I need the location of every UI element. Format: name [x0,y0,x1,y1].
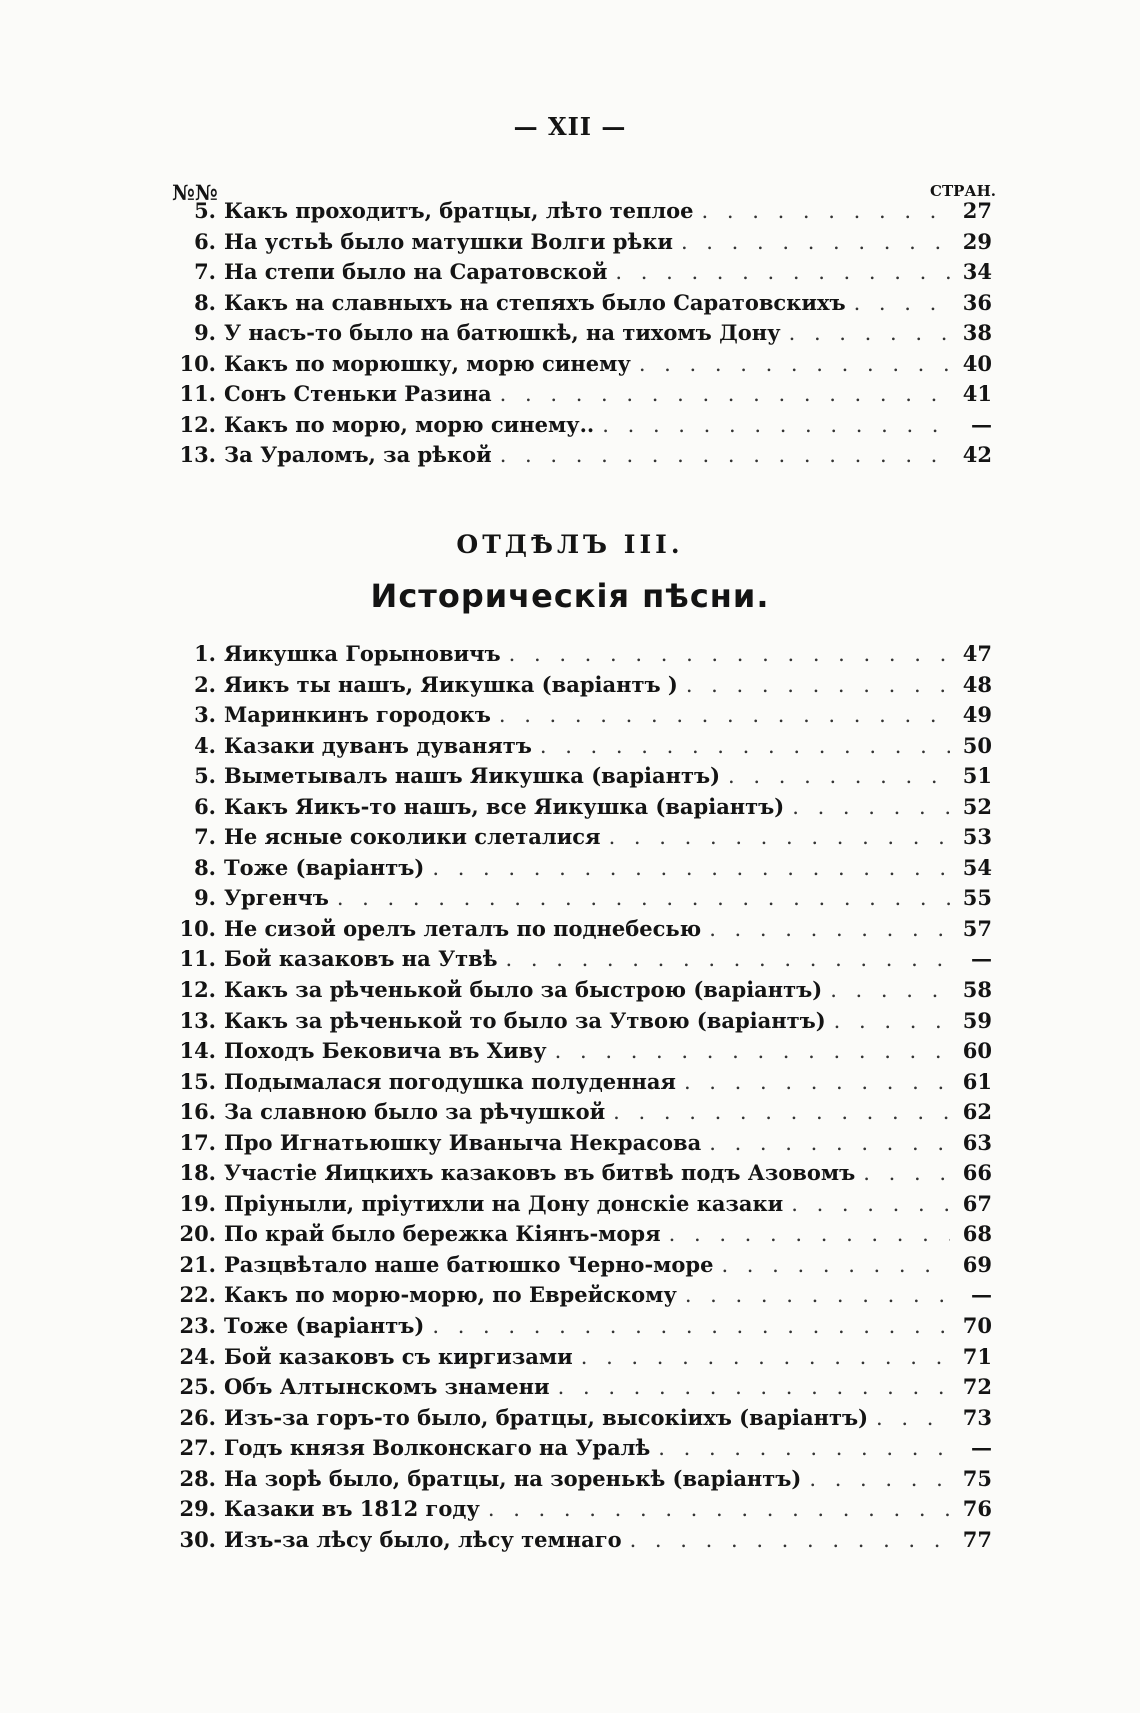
toc-entry-page: 72 [962,1374,992,1400]
dot-leader [432,856,950,880]
dot-leader [709,1131,950,1155]
toc-entry [172,1466,992,1497]
dot-leader [709,917,950,941]
toc-entry-title: Сонъ Стеньки Разина [224,381,492,407]
toc-entry-number: 6. [194,793,216,819]
dot-leader [609,825,950,849]
toc-entry-number: 3. [194,702,216,728]
toc-entry-number: 17. [179,1129,216,1155]
toc-entry-title: Яикъ ты нашъ, Яикушка (варіантъ ) [224,671,678,697]
toc-entry-page: 48 [962,671,992,697]
toc-entry-title: Бой казаковъ съ киргизами [224,1343,573,1369]
toc-entry-number: 12. [179,977,216,1003]
toc-entry-page: 29 [962,228,992,254]
toc-entry-number: 24. [179,1343,216,1369]
dot-leader [681,230,950,254]
toc-entry-page: — [971,946,992,972]
toc-entry-number: 11. [179,946,216,972]
dot-leader [721,1253,950,1277]
toc-entry-number: 29. [179,1496,216,1522]
toc-entry-number: 1. [194,641,216,666]
toc-entry [172,198,992,229]
dot-leader [540,734,950,758]
toc-entry [172,1435,992,1466]
dot-leader [684,1070,950,1094]
toc-entry-number: 5. [194,763,216,789]
toc-entry-page: 42 [962,442,992,468]
toc-entry [172,824,992,855]
toc-list-continued [172,198,992,473]
dot-leader [792,795,950,819]
toc-entry-page: 73 [962,1404,992,1430]
toc-entry [172,1099,992,1130]
dot-leader [432,1314,950,1338]
toc-entry-number: 18. [179,1160,216,1186]
toc-entry-title: Изъ-за горъ-то было, братцы, высокіихъ (варіантъ) [224,1404,869,1430]
dot-leader [581,1345,950,1369]
toc-entry [172,733,992,764]
toc-entry-number: 7. [194,259,216,285]
toc-entry-title: Походъ Бековича въ Хиву [224,1038,547,1064]
toc-entry [172,381,992,412]
toc-entry-page: 71 [962,1343,992,1369]
toc-entry-title: Какъ по морю, морю синему.. [224,411,595,437]
toc-entry-title: Яикушка Горыновичъ [224,641,501,666]
dot-leader [630,1528,950,1552]
toc-entry-title: Подымалася погодушка полуденная [224,1068,676,1094]
toc-entry [172,977,992,1008]
toc-entry-page: 51 [962,763,992,789]
dot-leader [789,321,950,345]
toc-entry-number: 6. [194,228,216,254]
dot-leader [669,1222,950,1246]
toc-entry-page: 60 [962,1038,992,1064]
number-column-label: №№ [172,180,218,205]
dot-leader [834,1009,950,1033]
toc-entry [172,1344,992,1375]
toc-entry-title: У насъ-то было на батюшкѣ, на тихомъ Дону [224,320,781,346]
toc-entry [172,641,992,672]
toc-entry-number: 14. [179,1038,216,1064]
column-headers [172,176,996,205]
dot-leader [488,1497,950,1521]
toc-entry-page: 41 [962,381,992,407]
page-number: — XII — [513,112,627,141]
toc-entry-title: Разцвѣтало наше батюшко Черно-море [224,1251,714,1277]
toc-entry-number: 10. [179,350,216,376]
toc-entry-page: 63 [962,1129,992,1155]
dot-leader [686,673,950,697]
dot-leader [499,703,950,727]
toc-entry-page: 77 [962,1526,992,1552]
toc-entry [172,320,992,351]
dot-leader [337,886,950,910]
toc-entry-title: Маринкинъ городокъ [224,702,491,728]
toc-entry-page: 69 [962,1251,992,1277]
toc-entry-number: 7. [194,824,216,850]
toc-entry-title: На устьѣ было матушки Волги рѣки [224,228,673,254]
toc-entry [172,290,992,321]
toc-entry-page: 62 [962,1099,992,1125]
toc-entry-page: 47 [962,641,992,666]
toc-entry-title: Годъ князя Волконскаго на Уралѣ [224,1435,651,1461]
dot-leader [791,1192,950,1216]
toc-entry-number: 19. [179,1190,216,1216]
toc-entry-page: 58 [962,977,992,1003]
toc-entry-page: 27 [962,198,992,223]
dot-leader [685,1283,950,1307]
dot-leader [728,764,950,788]
toc-entry-page: 68 [962,1221,992,1247]
toc-entry [172,412,992,443]
dot-leader [506,947,950,971]
toc-entry-page: 75 [962,1465,992,1491]
toc-entry-number: 9. [194,885,216,911]
toc-entry-title: Какъ по морю-морю, по Еврейскому [224,1282,677,1308]
toc-entry-title: Казаки дуванъ дуванятъ [224,732,532,758]
toc-entry-number: 9. [194,320,216,346]
toc-entry-title: Какъ по морюшку, морю синему [224,350,631,376]
toc-entry [172,1496,992,1527]
toc-entry [172,1160,992,1191]
toc-entry-page: 54 [962,854,992,880]
toc-entry [172,1221,992,1252]
toc-entry [172,916,992,947]
toc-entry [172,1313,992,1344]
dot-leader [615,260,950,284]
toc-entry-title: Какъ за рѣченькой было за быстрою (варіантъ) [224,977,823,1003]
toc-entry-number: 5. [194,198,216,223]
toc-entry-title: Участіе Яицкихъ казаковъ въ битвѣ подъ Азовомъ [224,1160,856,1186]
toc-entry-title: Про Игнатьюшку Иваныча Некрасова [224,1129,702,1155]
toc-entry-title: Выметывалъ нашъ Яикушка (варіантъ) [224,763,721,789]
toc-entry-page: 53 [962,824,992,850]
toc-entry-number: 13. [179,1007,216,1033]
dot-leader [558,1375,950,1399]
toc-entry-page: 57 [962,915,992,941]
toc-entry-title: Тоже (варіантъ) [224,854,425,880]
toc-entry-number: 20. [179,1221,216,1247]
toc-entry-page: 55 [962,885,992,911]
toc-entry-number: 11. [179,381,216,407]
toc-entry-number: 8. [194,289,216,315]
toc-entry [172,885,992,916]
toc-entry-title: Какъ Яикъ-то нашъ, все Яикушка (варіантъ) [224,793,785,819]
toc-entry-page: 66 [962,1160,992,1186]
dot-leader [500,382,950,406]
section-label: ОТДѢЛЪ III. [456,530,684,559]
toc-entry-title: Объ Алтынскомъ знамени [224,1374,550,1400]
toc-entry [172,672,992,703]
toc-entry [172,1069,992,1100]
toc-entry-page: — [971,411,992,437]
dot-leader [613,1100,950,1124]
toc-entry-title: Какъ за рѣченькой то было за Утвою (варіантъ) [224,1007,826,1033]
toc-entry-number: 23. [179,1313,216,1339]
toc-entry-page: — [971,1435,992,1461]
toc-entry-title: Какъ проходитъ, братцы, лѣто теплое [224,198,694,223]
toc-entry-page: 34 [962,259,992,285]
toc-entry-title: Бой казаковъ на Утвѣ [224,946,498,972]
toc-entry [172,442,992,473]
toc-entry-page: 50 [962,732,992,758]
toc-entry-page: — [971,1282,992,1308]
toc-entry-title: Какъ на славныхъ на степяхъ было Саратовскихъ [224,289,846,315]
dot-leader [809,1467,950,1491]
toc-entry-number: 26. [179,1404,216,1430]
toc-entry [172,1191,992,1222]
toc-entry-title: На степи было на Саратовской [224,259,608,285]
dot-leader [854,291,950,315]
toc-entry-page: 38 [962,320,992,346]
toc-entry-title: Казаки въ 1812 году [224,1496,480,1522]
dot-leader [876,1406,950,1430]
toc-entry-number: 2. [194,671,216,697]
toc-entry-page: 61 [962,1068,992,1094]
toc-entry [172,763,992,794]
dot-leader [509,642,950,666]
toc-entry-number: 15. [179,1068,216,1094]
toc-entry [172,259,992,290]
toc-entry-page: 36 [962,289,992,315]
toc-entry [172,1038,992,1069]
dot-leader [602,413,950,437]
toc-entry-page: 52 [962,793,992,819]
toc-entry-title: За славною было за рѣчушкой [224,1099,606,1125]
toc-entry-title: Не сизой орелъ леталъ по поднебесью [224,915,702,941]
toc-entry-page: 70 [962,1313,992,1339]
toc-entry [172,351,992,382]
toc-entry-number: 16. [179,1099,216,1125]
toc-entry [172,1374,992,1405]
toc-entry-number: 12. [179,411,216,437]
toc-entry-title: Не ясные соколики слеталися [224,824,601,850]
toc-entry [172,1130,992,1161]
toc-entry-title: Тоже (варіантъ) [224,1313,425,1339]
toc-entry [172,1527,992,1558]
toc-entry [172,702,992,733]
toc-entry [172,946,992,977]
section-title: Историческія пѣсни. [370,577,770,615]
toc-entry-number: 13. [179,442,216,468]
toc-entry [172,1252,992,1283]
toc-entry-number: 22. [179,1282,216,1308]
toc-entry-title: Изъ-за лѣсу было, лѣсу темнаго [224,1526,622,1552]
dot-leader [702,199,950,223]
toc-entry-page: 67 [962,1190,992,1216]
toc-list-historical-songs [172,641,992,1557]
toc-entry-number: 8. [194,854,216,880]
dot-leader [500,443,950,467]
toc-entry-number: 4. [194,732,216,758]
toc-entry [172,794,992,825]
dot-leader [555,1039,950,1063]
toc-entry-number: 30. [179,1526,216,1552]
toc-entry [172,1008,992,1039]
toc-entry-page: 76 [962,1496,992,1522]
dot-leader [863,1161,950,1185]
toc-entry-number: 27. [179,1435,216,1461]
toc-entry-page: 49 [962,702,992,728]
toc-entry-number: 28. [179,1465,216,1491]
toc-entry-number: 25. [179,1374,216,1400]
toc-entry-title: По край было бережка Кіянъ-моря [224,1221,661,1247]
dot-leader [830,978,950,1002]
dot-leader [658,1436,950,1460]
toc-entry-title: Пріуныли, пріутихли на Дону донскіе казаки [224,1190,784,1216]
toc-entry-number: 10. [179,915,216,941]
toc-entry-title: Ургенчъ [224,885,329,911]
toc-entry-number: 21. [179,1251,216,1277]
toc-entry [172,1405,992,1436]
page-column-label: СТРАН. [930,182,996,200]
dot-leader [639,352,950,376]
toc-entry [172,855,992,886]
toc-entry [172,1282,992,1313]
toc-entry-page: 59 [962,1007,992,1033]
toc-entry-title: На зорѣ было, братцы, на зоренькѣ (варіантъ) [224,1465,802,1491]
toc-entry-page: 40 [962,350,992,376]
toc-entry [172,229,992,260]
toc-entry-title: За Ураломъ, за рѣкой [224,442,492,468]
